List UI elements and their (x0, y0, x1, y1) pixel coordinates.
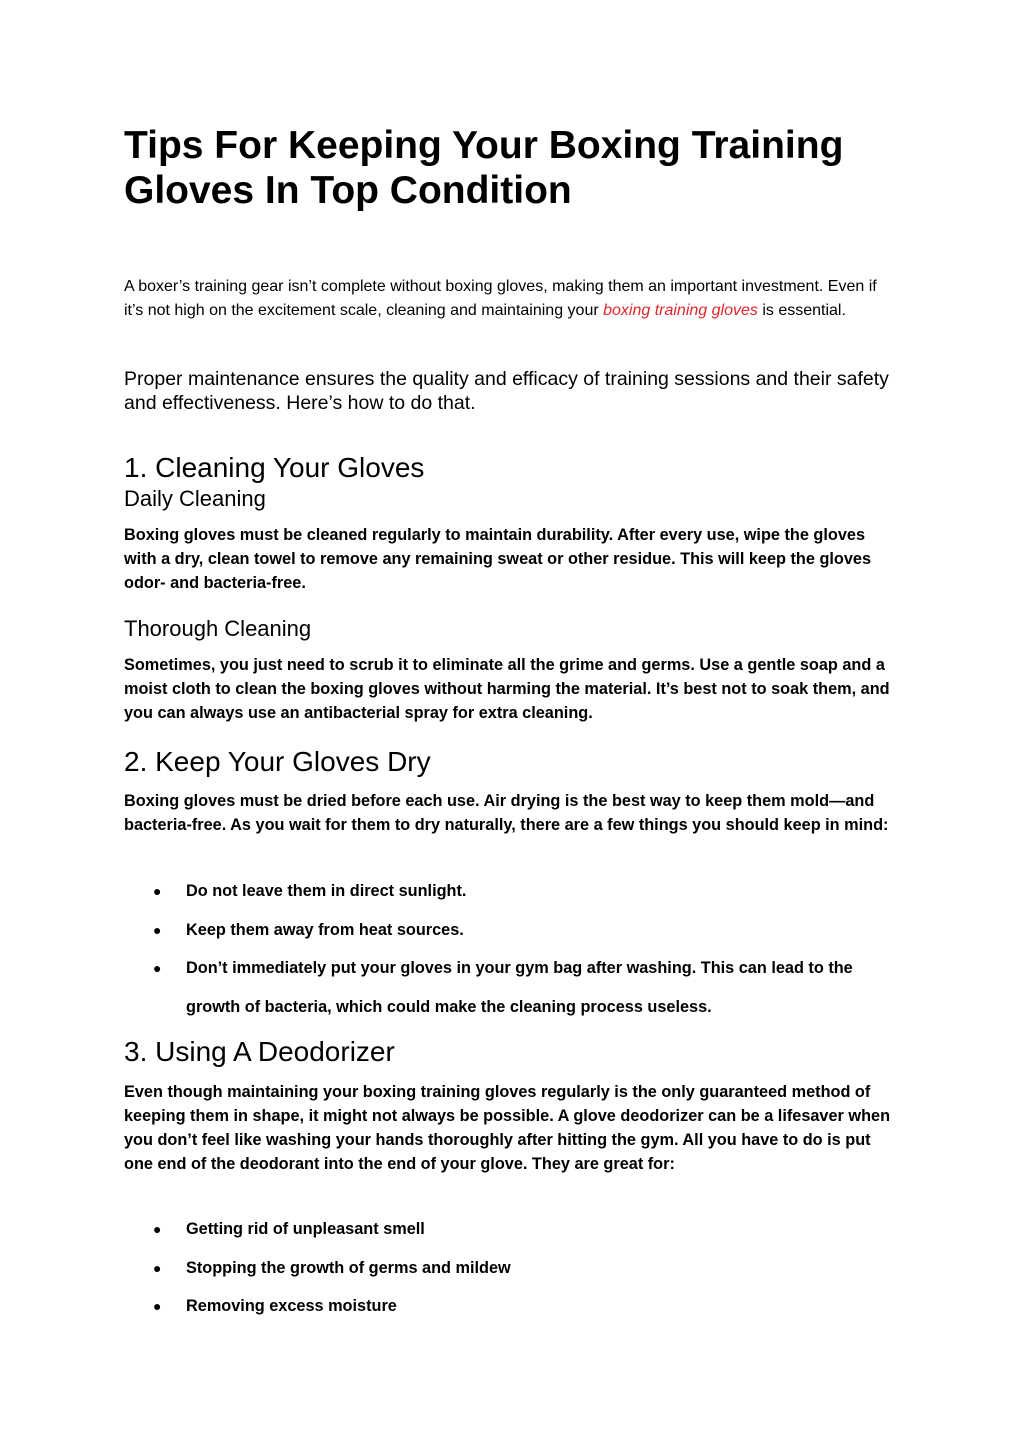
list-item-text: Stopping the growth of germs and mildew (186, 1258, 511, 1277)
page-title: Tips For Keeping Your Boxing Training Gloves In Top Condition (124, 124, 844, 212)
subheading-thorough-cleaning: Thorough Cleaning (124, 616, 312, 641)
daily-cleaning-paragraph: Boxing gloves must be cleaned regularly to maintain durability. After every use, wipe the gloves with a dry, clean towel to remove any remaining sweat or other residue. This will keep the gloves odor- and bacteria-free. (124, 526, 872, 592)
bullet-icon: ● (153, 921, 162, 938)
section-heading-deodorizer: 3. Using A Deodorizer (124, 1036, 395, 1067)
keep-dry-paragraph: Boxing gloves must be dried before each use. Air drying is the best way to keep them mold—and bacteria-free. As you wait for them to dry naturally, there are a few things you should keep in mind: (124, 792, 889, 834)
bullet-icon: ● (153, 1259, 162, 1276)
deodorizer-paragraph: Even though maintaining your boxing training gloves regularly is the only guaranteed method of keeping them in shape, it might not always be possible. A glove deodorizer can be a lifesaver when you don’t feel like washing your hands thoroughly after hitting the gym. All you have to do is put one end of the deodorant into the end of your glove. They are great for: (124, 1083, 891, 1173)
boxing-training-gloves-link[interactable]: boxing training gloves (603, 302, 758, 319)
list-item-text: Getting rid of unpleasant smell (186, 1220, 425, 1238)
keep-dry-list (124, 872, 904, 1026)
list-item-text: Do not leave them in direct sunlight. (186, 882, 467, 900)
list-item-text: Removing excess moisture (186, 1297, 397, 1315)
list-item-text: Don’t immediately put your gloves in your gym bag after washing. This can lead to the growth of bacteria, which could make the cleaning process useless. (186, 959, 853, 1016)
list-item (124, 1287, 904, 1326)
intro-text-after-link: is essential. (757, 302, 846, 319)
list-item (124, 911, 904, 950)
section-heading-cleaning: 1. Cleaning Your Gloves (124, 452, 425, 483)
list-item (124, 1210, 904, 1249)
subheading-daily-cleaning: Daily Cleaning (124, 486, 266, 511)
bullet-icon: ● (153, 883, 162, 899)
list-item (124, 1249, 904, 1288)
bullet-icon: ● (153, 1221, 162, 1237)
bullet-icon: ● (153, 960, 162, 976)
bullet-icon: ● (153, 1298, 162, 1314)
thorough-cleaning-paragraph: Sometimes, you just need to scrub it to eliminate all the grime and germs. Use a gentle soap and a moist cloth to clean the boxing gloves without harming the material. It’s best not to soak them, and you can always use an antibacterial spray for extra cleaning. (124, 656, 890, 722)
deodorizer-benefits-list (124, 1210, 904, 1326)
list-item (124, 949, 904, 1026)
lead-paragraph: Proper maintenance ensures the quality and efficacy of training sessions and their safety and effectiveness. Here’s how to do that. (124, 368, 889, 414)
intro-text-before-link: A boxer’s training gear isn’t complete without boxing gloves, making them an important investment. Even if it’s not high on the excitement scale, cleaning and maintaining your (124, 278, 877, 319)
section-heading-keep-dry: 2. Keep Your Gloves Dry (124, 746, 431, 777)
list-item-text: Keep them away from heat sources. (186, 920, 464, 939)
intro-paragraph (124, 275, 894, 323)
list-item (124, 872, 904, 911)
